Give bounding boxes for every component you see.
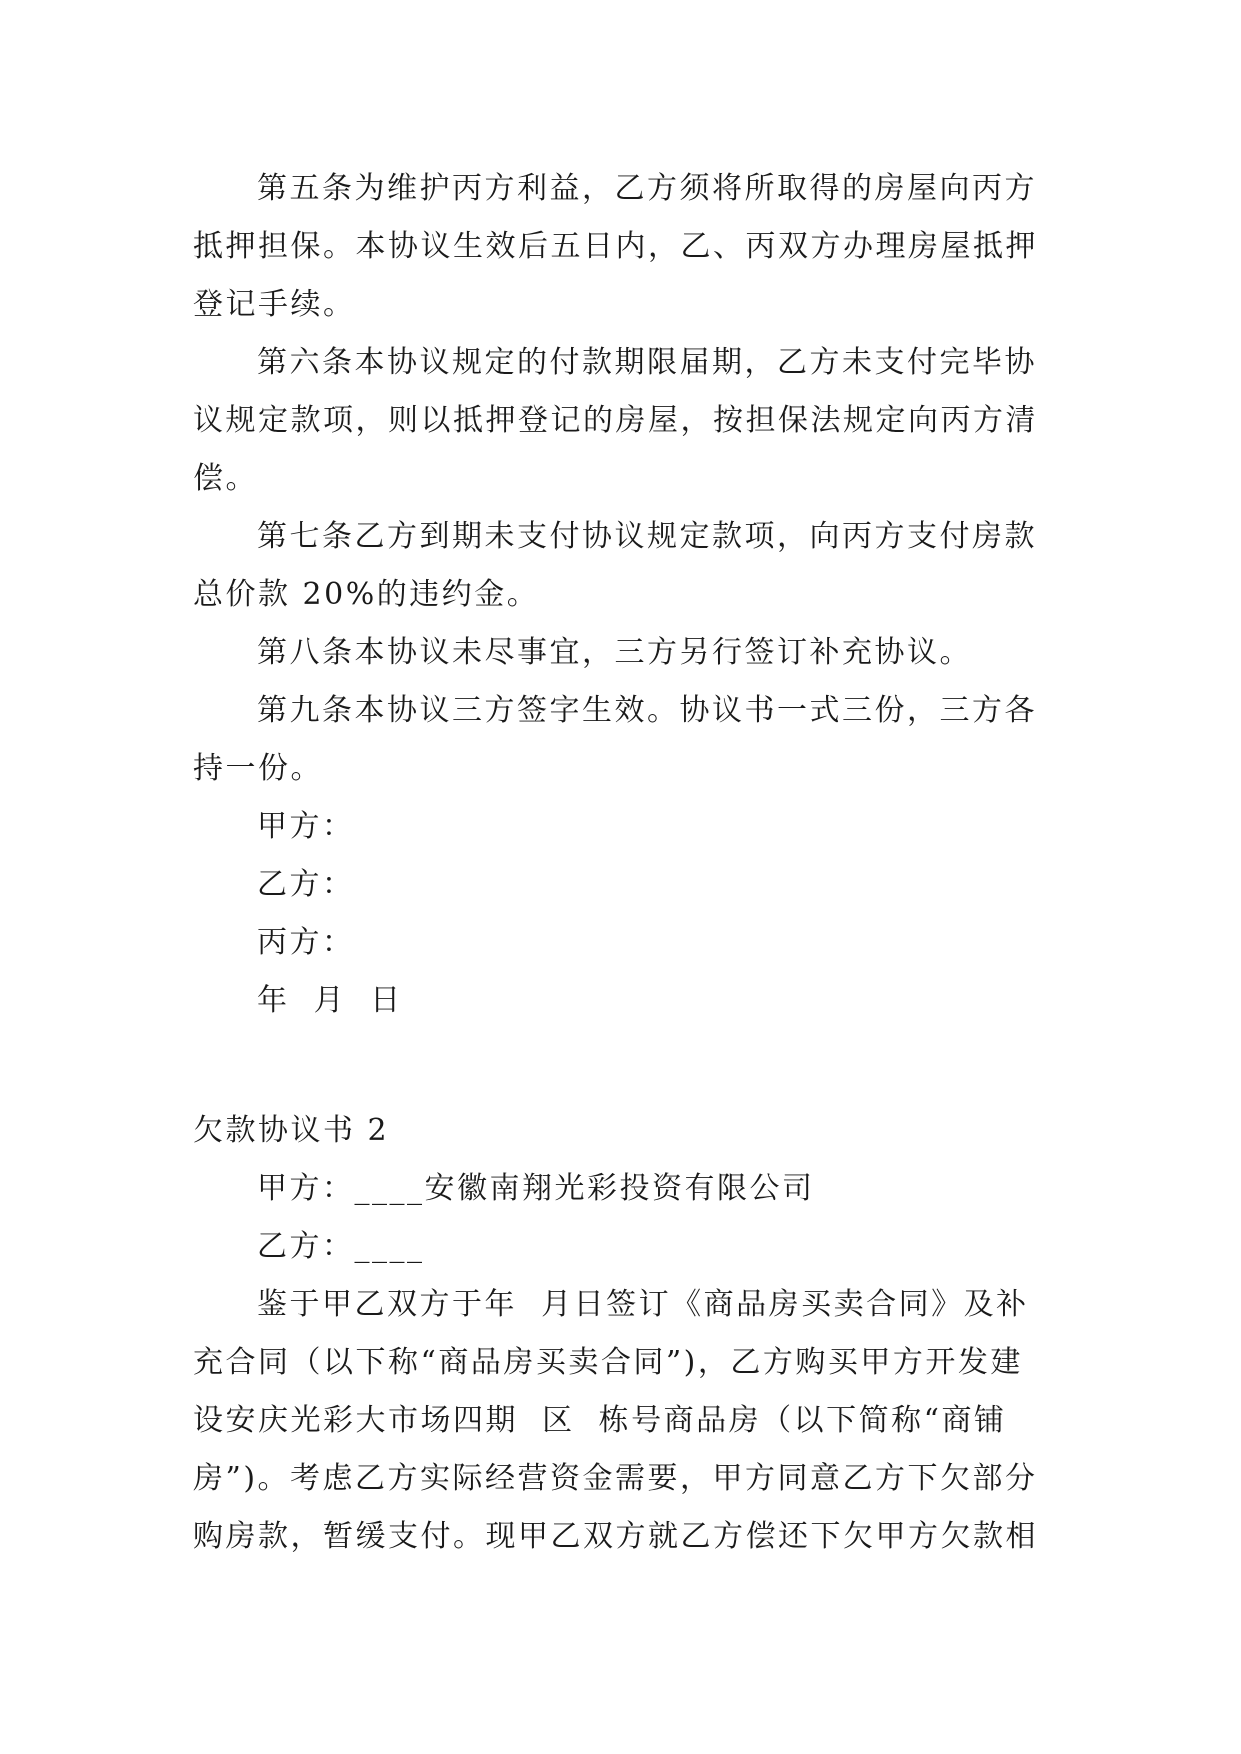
clause-block-1 [193, 160, 1053, 1030]
party-a-line: 甲方：____安徽南翔光彩投资有限公司 [257, 1171, 815, 1206]
paragraph-line: 议规定款项，则以抵押登记的房屋，按担保法规定向丙方清 [193, 403, 1038, 438]
paragraph-line: 第五条为维护丙方利益，乙方须将所取得的房屋向丙方 [257, 171, 1037, 206]
document-page [193, 160, 1053, 1566]
paragraph-line: 充合同（以下称“商品房买卖合同”)，乙方购买甲方开发建 [193, 1345, 1023, 1380]
signature-party-c: 丙方： [257, 925, 355, 960]
paragraph-line: 偿。 [193, 461, 258, 496]
signature-party-a: 甲方： [257, 809, 355, 844]
clause-block-2 [193, 1160, 1053, 1566]
paragraph-line: 第六条本协议规定的付款期限届期，乙方未支付完毕协 [257, 345, 1037, 380]
party-b-line: 乙方：____ [257, 1229, 425, 1264]
signature-date: 年 月 日 [257, 983, 403, 1018]
section-gap [193, 1030, 1053, 1102]
paragraph-line: 第九条本协议三方签字生效。协议书一式三份，三方各 [257, 693, 1037, 728]
paragraph-line: 持一份。 [193, 751, 323, 786]
paragraph-line: 设安庆光彩大市场四期 区 栋号商品房（以下简称“商铺 [193, 1403, 1007, 1438]
section-heading: 欠款协议书 2 [193, 1113, 390, 1148]
paragraph-line: 购房款，暂缓支付。现甲乙双方就乙方偿还下欠甲方欠款相 [193, 1519, 1038, 1554]
paragraph-line: 总价款 20%的违约金。 [193, 577, 540, 612]
paragraph-line: 登记手续。 [193, 287, 356, 322]
paragraph-line: 第八条本协议未尽事宜，三方另行签订补充协议。 [257, 635, 972, 670]
paragraph-line: 抵押担保。本协议生效后五日内，乙、丙双方办理房屋抵押 [193, 229, 1038, 264]
paragraph-line: 鉴于甲乙双方于年 月日签订《商品房买卖合同》及补 [257, 1287, 1029, 1322]
signature-party-b: 乙方： [257, 867, 355, 902]
paragraph-line: 第七条乙方到期未支付协议规定款项，向丙方支付房款 [257, 519, 1037, 554]
paragraph-line: 房”)。考虑乙方实际经营资金需要，甲方同意乙方下欠部分 [193, 1461, 1038, 1496]
